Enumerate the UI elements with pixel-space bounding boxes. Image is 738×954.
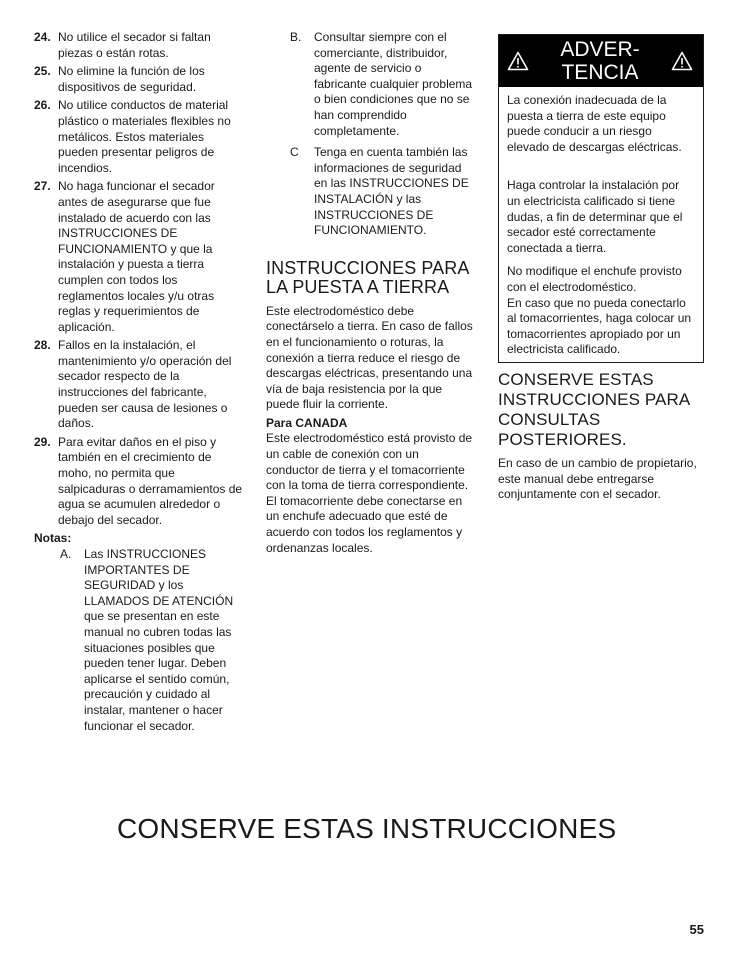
notes-label: Notas: bbox=[34, 531, 72, 546]
item-number: 25. bbox=[34, 64, 51, 79]
keep-instructions-heading: CONSERVE ESTAS INSTRUCCIONES PARA CONSULTAS POSTERIORES. bbox=[498, 369, 690, 449]
warning-triangle-icon bbox=[507, 51, 529, 71]
note-letter: B. bbox=[290, 30, 302, 44]
note-letter: A. bbox=[60, 547, 72, 561]
grounding-heading: INSTRUCCIONES PARA LA PUESTA A TIERRA bbox=[266, 257, 469, 298]
item-number: 27. bbox=[34, 179, 51, 194]
item-text: No elimine la función de los dispositivos de seguridad. bbox=[58, 64, 205, 94]
column-2 bbox=[266, 30, 474, 556]
item-text: No haga funcionar el secador antes de asegurarse que fue instalado de acuerdo con las INSTRUCCIONES DE FUNCIONAMIENTO y que la instalación y puesta a tierra cumplen con todos los reglamentos locales y/u otras reglas y requerimientos de aplicación. bbox=[58, 179, 215, 334]
list-item bbox=[34, 98, 244, 176]
item-text: No utilice conductos de material plástico o materiales flexibles no metálicos. Estos materiales pueden presentar peligros de incendios. bbox=[58, 98, 231, 175]
item-number: 28. bbox=[34, 338, 51, 353]
canada-label: Para CANADA bbox=[266, 415, 348, 430]
warning-box bbox=[498, 34, 704, 363]
canada-text: Este electrodoméstico está provisto de un cable de conexión con un conductor de tierra y el tomacorriente con la toma de tierra correspondiente. El tomacorriente debe conectarse en un enchufe adecuado que esté de acuerdo con todos los reglamentos y ordenanzas locales. bbox=[266, 431, 473, 555]
note-letter: C bbox=[290, 145, 299, 160]
item-text: No utilice el secador si faltan piezas o están rotas. bbox=[58, 30, 211, 60]
note-item bbox=[266, 145, 474, 239]
item-text: Fallos en la instalación, el mantenimiento y/o operación del secador respecto de la instrucciones del fabricante, pueden ser causa de lesiones o daños. bbox=[58, 338, 232, 431]
footer-title: CONSERVE ESTAS INSTRUCCIONES bbox=[117, 813, 617, 844]
note-item bbox=[34, 547, 244, 734]
warning-body bbox=[499, 87, 703, 362]
item-text: Para evitar daños en el piso y también en el crecimiento de moho, no permita que salpicaduras o derramamientos de agua se acumulen alrededor o debajo del secador. bbox=[58, 434, 243, 527]
page-number: 55 bbox=[689, 922, 704, 937]
item-number: 29. bbox=[34, 434, 51, 449]
warning-paragraph: No modifique el enchufe provisto con el electrodoméstico. bbox=[507, 264, 682, 294]
note-text: Las INSTRUCCIONES IMPORTANTES DE SEGURIDAD y los LLAMADOS DE ATENCIÓN que se presentan en este manual no cubren todas las situaciones posibles que pueden tener lugar. Deben aplicarse el sentido común, precaución y cuidado al instalar, mantener o hacer funcionar el secador. bbox=[84, 547, 234, 733]
warning-paragraph: En caso que no pueda conectarlo al tomacorrientes, haga colocar un tomacorrientes apropiado por un electricista calificado. bbox=[507, 295, 692, 357]
item-number: 26. bbox=[34, 98, 51, 113]
item-number: 24. bbox=[34, 30, 51, 44]
warning-paragraph: La conexión inadecuada de la puesta a tierra de este equipo puede conducir a un riesgo elevado de descargas eléctricas. bbox=[507, 93, 682, 154]
column-1 bbox=[34, 30, 244, 738]
warning-title: ADVER- TENCIA bbox=[560, 38, 640, 84]
warning-header bbox=[499, 35, 703, 87]
grounding-text: Este electrodoméstico debe conectárselo a tierra. En caso de fallos en el funcionamiento o roturas, la conexión a tierra reduce el riesgo de descargas eléctricas, presentando una vía de baja resistencia por la que puede fluir la corriente. bbox=[266, 303, 473, 412]
list-item bbox=[34, 179, 244, 335]
note-text: Consultar siempre con el comerciante, distribuidor, agente de servicio o fabricante cualquier problema o bien condiciones que no se han comprendido completamente. bbox=[314, 30, 473, 138]
warning-paragraph: Haga controlar la instalación por un electricista calificado si tiene dudas, a fin de determinar que el secador esté correctamente conectada a tierra. bbox=[507, 178, 683, 255]
list-item bbox=[34, 30, 244, 61]
warning-triangle-icon bbox=[671, 51, 693, 71]
keep-instructions-text: En caso de un cambio de propietario, este manual debe entregarse conjuntamente con el secador. bbox=[498, 455, 697, 502]
column-3 bbox=[498, 30, 704, 503]
note-text: Tenga en cuenta también las informaciones de seguridad en las INSTRUCCIONES DE INSTALACIÓN y las INSTRUCCIONES DE FUNCIONAMIENTO. bbox=[314, 145, 469, 238]
list-item bbox=[34, 435, 244, 529]
list-item bbox=[34, 338, 244, 432]
note-item bbox=[266, 30, 474, 139]
list-item bbox=[34, 64, 244, 95]
